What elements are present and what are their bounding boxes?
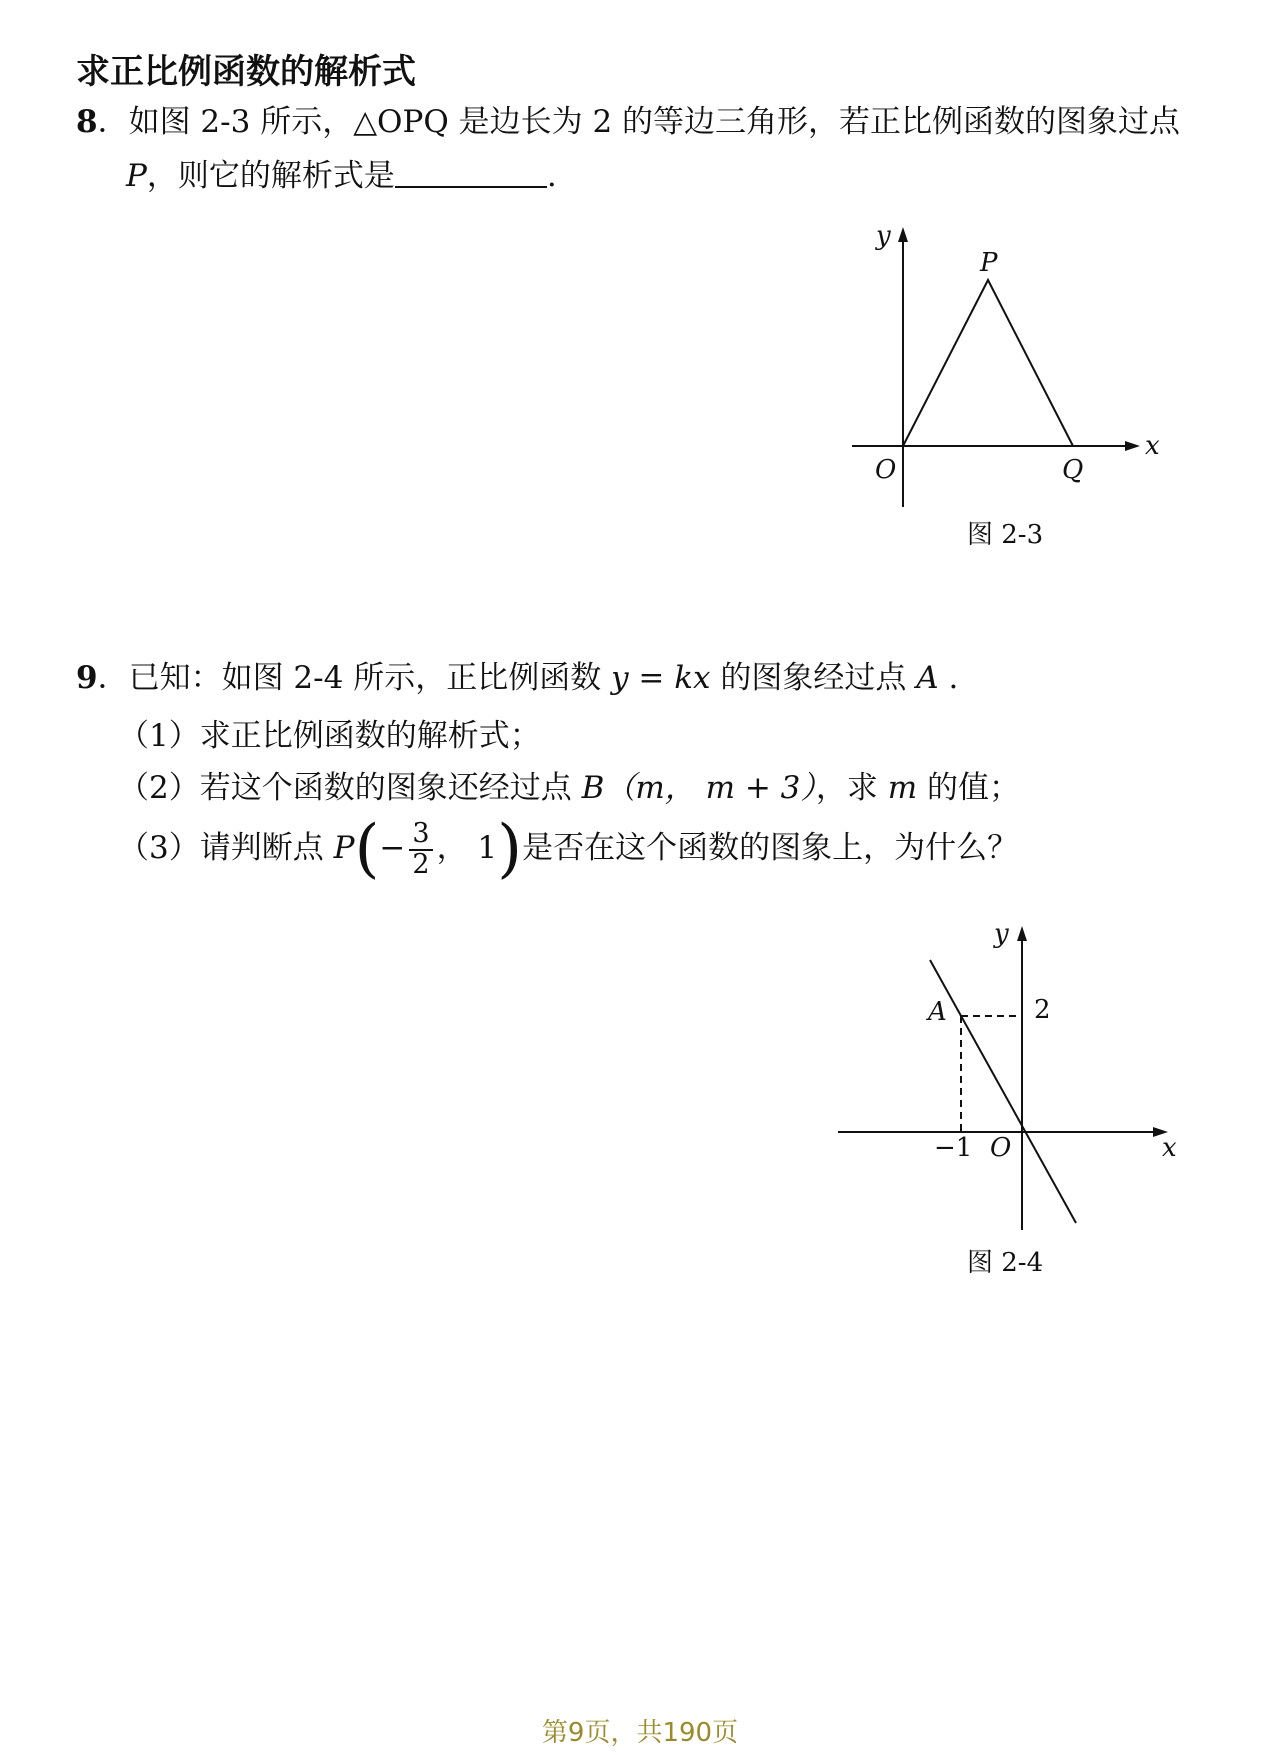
q8-var-p: P [126, 158, 147, 194]
q9-part1: （1）求正比例函数的解析式； [118, 718, 541, 754]
fig1-label-o: O [875, 455, 897, 485]
fig2-label-2: 2 [1034, 995, 1051, 1025]
line-y-kx [930, 960, 1076, 1223]
fig2-label-o: O [990, 1133, 1012, 1163]
x-axis-arrow [1125, 441, 1140, 451]
q8-line2-end: . [546, 158, 557, 194]
q9-formula: y = kx [611, 660, 711, 696]
section-heading: 求正比例函数的解析式 [76, 52, 416, 92]
q9-var-m: m [887, 770, 918, 806]
fig2-label-y: y [994, 919, 1009, 949]
q9-intro-a: ．已知：如图 2-4 所示，正比例函数 [97, 660, 612, 696]
fraction [409, 820, 432, 879]
q8-number: 8 [76, 104, 98, 140]
q9-part2-a: （2）若这个函数的图象还经过点 [118, 770, 582, 806]
fig1-label-q: Q [1062, 455, 1084, 485]
q8-line1 [76, 96, 1180, 141]
fig1-label-y: y [876, 222, 891, 251]
y-axis-arrow [1017, 926, 1027, 941]
left-paren: ( [354, 812, 380, 886]
figure-2-3 [820, 222, 1180, 512]
q9-intro-end: . [938, 660, 959, 696]
fraction-numerator: 3 [409, 820, 432, 850]
q9-point-a: A [916, 660, 939, 696]
right-paren: ) [497, 812, 523, 886]
figure-2-4-caption: 图 2-4 [967, 1248, 1044, 1278]
q9-number: 9 [76, 660, 98, 696]
q9-point-p: P [333, 830, 355, 866]
q9-part2-coords: （m， m + 3） [604, 770, 816, 806]
fig2-label-neg1: −1 [934, 1133, 973, 1163]
q9-part3 [118, 812, 1018, 886]
fig2-label-x: x [1162, 1133, 1177, 1163]
q9-intro [76, 652, 958, 697]
q9-point-b: B [581, 770, 605, 806]
fig1-label-x: x [1145, 431, 1160, 461]
fraction-denominator: 2 [412, 848, 430, 880]
q9-part3-b: 是否在这个函数的图象上，为什么？ [522, 830, 1019, 866]
fig1-label-p: P [980, 248, 998, 278]
q8-line1-text: ．如图 2-3 所示，△OPQ 是边长为 2 的等边三角形，若正比例函数的图象过点 [97, 104, 1181, 140]
q9-part3-y: ， 1 [436, 830, 498, 866]
q9-part3-a: （3）请判断点 [118, 830, 334, 866]
figure-2-3-caption: 图 2-3 [967, 520, 1044, 550]
page-footer: 第9页，共190页 [541, 1718, 739, 1748]
triangle-opq [903, 280, 1073, 446]
figure-2-4 [830, 918, 1190, 1238]
y-axis-arrow [898, 227, 908, 242]
q9-part2-b: ，求 [815, 770, 888, 806]
q9-part3-sign: − [379, 830, 406, 866]
q8-line2 [126, 150, 557, 195]
answer-blank[interactable] [395, 156, 547, 188]
q9-intro-b: 的图象经过点 [710, 660, 917, 696]
q9-part2 [118, 762, 1020, 807]
fig2-label-a: A [928, 997, 947, 1027]
q8-line2-text: ，则它的解析式是 [146, 158, 395, 194]
q9-part2-c: 的值； [917, 770, 1021, 806]
